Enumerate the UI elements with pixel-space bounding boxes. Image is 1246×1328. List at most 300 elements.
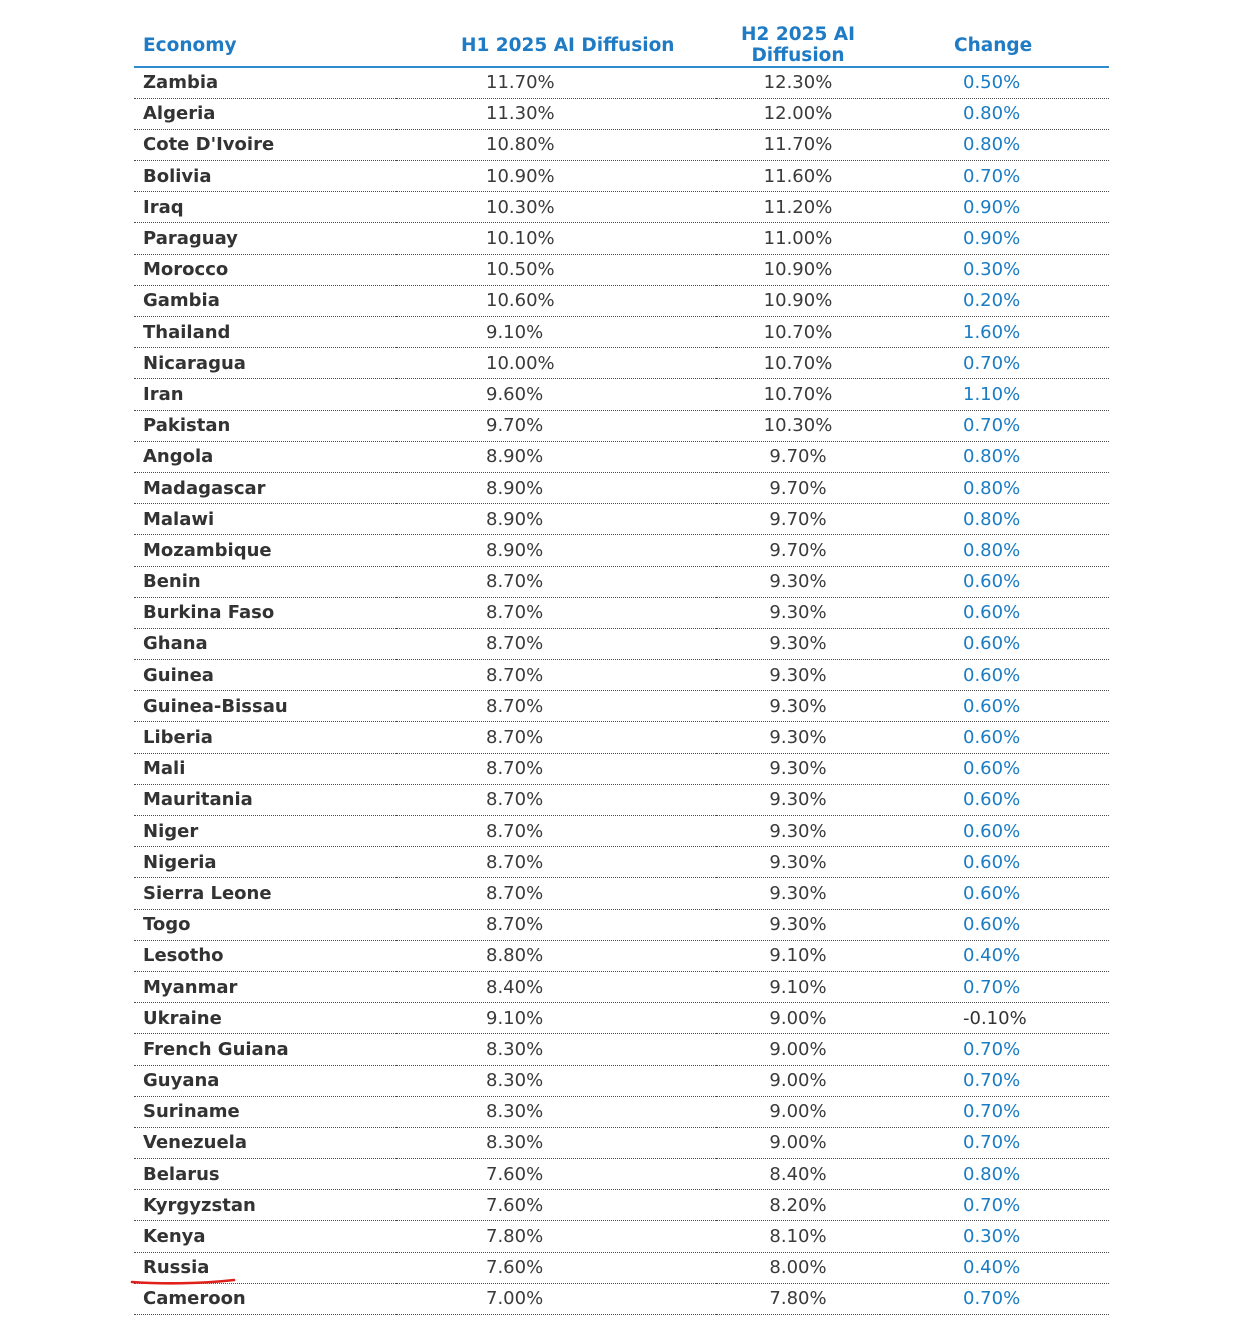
economy-cell bbox=[134, 628, 396, 659]
h1-value-cell bbox=[396, 1221, 716, 1252]
h1-value-cell bbox=[396, 317, 716, 348]
change-value-cell-text: 0.30% bbox=[963, 1226, 1021, 1248]
h1-value-cell bbox=[396, 1065, 716, 1096]
change-value-cell-text: 0.80% bbox=[963, 446, 1021, 468]
h1-value-cell bbox=[396, 847, 716, 878]
change-value-cell bbox=[880, 940, 1109, 971]
economy-cell-text: Guyana bbox=[143, 1070, 220, 1092]
change-value-cell bbox=[880, 348, 1109, 379]
change-value-cell bbox=[880, 504, 1109, 535]
economy-cell-text: Malawi bbox=[143, 508, 215, 530]
h1-value-cell bbox=[396, 223, 716, 254]
change-value-cell bbox=[880, 1221, 1109, 1252]
change-value-cell bbox=[880, 1003, 1109, 1034]
economy-cell-text: Venezuela bbox=[143, 1132, 247, 1154]
h2-value-cell-text: 8.20% bbox=[769, 1194, 827, 1216]
table-row bbox=[134, 878, 1109, 909]
h1-value-cell bbox=[396, 1096, 716, 1127]
h1-value-cell-text: 8.40% bbox=[486, 976, 544, 998]
h2-value-cell-text: 9.00% bbox=[769, 1038, 827, 1060]
change-value-cell-text: 0.70% bbox=[963, 976, 1021, 998]
economy-cell-text: French Guiana bbox=[143, 1038, 289, 1060]
change-value-cell bbox=[880, 722, 1109, 753]
economy-cell-text: Lesotho bbox=[143, 945, 224, 967]
h1-value-cell-text: 10.60% bbox=[486, 290, 555, 312]
h2-value-cell-text: 9.70% bbox=[769, 477, 827, 499]
h1-value-cell-text: 9.10% bbox=[486, 1007, 544, 1029]
table-row bbox=[134, 660, 1109, 691]
h2-value-cell bbox=[716, 971, 880, 1002]
economy-cell-text: Cameroon bbox=[143, 1288, 246, 1310]
h2-value-cell-text: 9.70% bbox=[769, 508, 827, 530]
change-value-cell bbox=[880, 379, 1109, 410]
h1-value-cell bbox=[396, 753, 716, 784]
table-row bbox=[134, 691, 1109, 722]
h2-value-cell-text: 12.30% bbox=[763, 72, 833, 94]
change-value-cell-text: 0.60% bbox=[963, 820, 1021, 842]
change-value-cell-text: 0.50% bbox=[963, 72, 1021, 94]
h2-value-cell-text: 8.10% bbox=[769, 1226, 827, 1248]
h2-value-cell bbox=[716, 566, 880, 597]
h1-value-cell-text: 8.90% bbox=[486, 446, 544, 468]
h1-value-cell-text: 8.70% bbox=[486, 882, 544, 904]
change-value-cell-text: 0.60% bbox=[963, 633, 1021, 655]
economy-cell-text: Angola bbox=[143, 446, 214, 468]
economy-cell bbox=[134, 98, 396, 129]
header-economy: Economy bbox=[134, 24, 396, 67]
h1-value-cell-text: 10.90% bbox=[486, 165, 555, 187]
economy-cell bbox=[134, 847, 396, 878]
h2-value-cell bbox=[716, 1252, 880, 1283]
change-value-cell bbox=[880, 535, 1109, 566]
change-value-cell-text: 0.70% bbox=[963, 1288, 1021, 1310]
h1-value-cell bbox=[396, 192, 716, 223]
h2-value-cell bbox=[716, 410, 880, 441]
h2-value-cell bbox=[716, 1065, 880, 1096]
h1-value-cell bbox=[396, 1159, 716, 1190]
economy-cell-text: Benin bbox=[143, 571, 201, 593]
h1-value-cell-text: 9.70% bbox=[486, 415, 544, 437]
h1-value-cell-text: 8.70% bbox=[486, 914, 544, 936]
h1-value-cell bbox=[396, 660, 716, 691]
change-value-cell-text: 1.10% bbox=[963, 383, 1021, 405]
change-value-cell bbox=[880, 878, 1109, 909]
table-row bbox=[134, 379, 1109, 410]
table-header-row bbox=[134, 24, 1109, 67]
h2-value-cell-text: 9.00% bbox=[769, 1070, 827, 1092]
h2-value-cell bbox=[716, 816, 880, 847]
h1-value-cell bbox=[396, 816, 716, 847]
table-row bbox=[134, 223, 1109, 254]
economy-cell-text: Morocco bbox=[143, 259, 229, 281]
economy-cell-text: Burkina Faso bbox=[143, 602, 275, 624]
h2-value-cell bbox=[716, 379, 880, 410]
h1-value-cell-text: 11.30% bbox=[486, 103, 555, 125]
change-value-cell bbox=[880, 909, 1109, 940]
change-value-cell bbox=[880, 67, 1109, 98]
h1-value-cell bbox=[396, 971, 716, 1002]
economy-cell bbox=[134, 129, 396, 160]
economy-cell bbox=[134, 348, 396, 379]
economy-cell bbox=[134, 784, 396, 815]
change-value-cell bbox=[880, 566, 1109, 597]
table-row bbox=[134, 285, 1109, 316]
economy-cell-text: Liberia bbox=[143, 727, 213, 749]
h1-value-cell-text: 7.00% bbox=[486, 1288, 544, 1310]
h1-value-cell bbox=[396, 1003, 716, 1034]
header-h1-2025: H1 2025 AI Diffusion bbox=[396, 24, 716, 67]
change-value-cell-text: 0.90% bbox=[963, 228, 1021, 250]
economy-cell bbox=[134, 161, 396, 192]
economy-cell bbox=[134, 379, 396, 410]
h1-value-cell-text: 8.70% bbox=[486, 758, 544, 780]
h2-value-cell-text: 12.00% bbox=[763, 103, 833, 125]
h2-value-cell-text: 9.70% bbox=[769, 446, 827, 468]
economy-cell bbox=[134, 317, 396, 348]
h2-value-cell bbox=[716, 722, 880, 753]
h1-value-cell-text: 7.60% bbox=[486, 1257, 544, 1279]
h2-value-cell-text: 9.30% bbox=[769, 820, 827, 842]
economy-cell bbox=[134, 254, 396, 285]
h1-value-cell-text: 8.70% bbox=[486, 571, 544, 593]
economy-cell-text: Iran bbox=[143, 383, 184, 405]
h1-value-cell bbox=[396, 722, 716, 753]
economy-cell bbox=[134, 535, 396, 566]
table-row bbox=[134, 410, 1109, 441]
economy-cell-text: Gambia bbox=[143, 290, 220, 312]
h1-value-cell-text: 11.70% bbox=[486, 72, 555, 94]
table-row bbox=[134, 628, 1109, 659]
economy-cell bbox=[134, 660, 396, 691]
h1-value-cell-text: 8.90% bbox=[486, 508, 544, 530]
h1-value-cell bbox=[396, 940, 716, 971]
change-value-cell-text: 0.80% bbox=[963, 539, 1021, 561]
economy-cell bbox=[134, 1283, 396, 1314]
economy-cell bbox=[134, 909, 396, 940]
change-value-cell-text: 0.40% bbox=[963, 945, 1021, 967]
h1-value-cell bbox=[396, 691, 716, 722]
h2-value-cell bbox=[716, 348, 880, 379]
economy-cell bbox=[134, 1034, 396, 1065]
h2-value-cell bbox=[716, 1190, 880, 1221]
h1-value-cell bbox=[396, 504, 716, 535]
economy-cell-text: Paraguay bbox=[143, 228, 238, 250]
economy-cell-text: Myanmar bbox=[143, 976, 238, 998]
economy-cell bbox=[134, 566, 396, 597]
economy-cell-text: Kyrgyzstan bbox=[143, 1194, 256, 1216]
h1-value-cell bbox=[396, 161, 716, 192]
table-row bbox=[134, 784, 1109, 815]
change-value-cell bbox=[880, 1252, 1109, 1283]
economy-cell bbox=[134, 441, 396, 472]
table-row bbox=[134, 1159, 1109, 1190]
h2-value-cell bbox=[716, 597, 880, 628]
h1-value-cell-text: 8.30% bbox=[486, 1132, 544, 1154]
economy-cell bbox=[134, 504, 396, 535]
h2-value-cell-text: 9.30% bbox=[769, 727, 827, 749]
h2-value-cell-text: 9.30% bbox=[769, 851, 827, 873]
economy-cell-text: Russia bbox=[143, 1257, 210, 1279]
h1-value-cell bbox=[396, 628, 716, 659]
change-value-cell-text: 0.70% bbox=[963, 352, 1021, 374]
change-value-cell bbox=[880, 1190, 1109, 1221]
header-change: Change bbox=[880, 24, 1109, 67]
table-row bbox=[134, 317, 1109, 348]
ai-diffusion-table bbox=[134, 24, 1109, 1315]
change-value-cell-text: 1.60% bbox=[963, 321, 1021, 343]
h2-value-cell-text: 9.30% bbox=[769, 633, 827, 655]
h2-value-cell-text: 11.60% bbox=[763, 165, 833, 187]
table-row bbox=[134, 98, 1109, 129]
h1-value-cell bbox=[396, 285, 716, 316]
h2-value-cell bbox=[716, 223, 880, 254]
h2-value-cell bbox=[716, 317, 880, 348]
h2-value-cell bbox=[716, 847, 880, 878]
economy-cell-text: Pakistan bbox=[143, 415, 231, 437]
h2-value-cell-text: 9.30% bbox=[769, 914, 827, 936]
h2-value-cell bbox=[716, 691, 880, 722]
table-row bbox=[134, 971, 1109, 1002]
economy-cell bbox=[134, 285, 396, 316]
header-h2-2025: H2 2025 AI Diffusion bbox=[716, 24, 880, 67]
h2-value-cell-text: 9.30% bbox=[769, 789, 827, 811]
h2-value-cell-text: 10.90% bbox=[763, 290, 833, 312]
change-value-cell bbox=[880, 971, 1109, 1002]
change-value-cell-text: 0.20% bbox=[963, 290, 1021, 312]
h1-value-cell-text: 10.30% bbox=[486, 196, 555, 218]
h2-value-cell-text: 9.00% bbox=[769, 1132, 827, 1154]
h1-value-cell-text: 8.70% bbox=[486, 727, 544, 749]
change-value-cell bbox=[880, 816, 1109, 847]
change-value-cell bbox=[880, 753, 1109, 784]
h1-value-cell bbox=[396, 254, 716, 285]
h2-value-cell-text: 10.90% bbox=[763, 259, 833, 281]
h2-value-cell-text: 10.70% bbox=[763, 321, 833, 343]
economy-cell-text: Sierra Leone bbox=[143, 882, 272, 904]
table-row bbox=[134, 129, 1109, 160]
economy-cell-text: Thailand bbox=[143, 321, 231, 343]
economy-cell bbox=[134, 1221, 396, 1252]
h2-value-cell-text: 10.70% bbox=[763, 383, 833, 405]
table-row bbox=[134, 67, 1109, 98]
economy-cell-text: Nigeria bbox=[143, 851, 217, 873]
economy-cell bbox=[134, 472, 396, 503]
h2-value-cell-text: 9.10% bbox=[769, 976, 827, 998]
economy-cell bbox=[134, 223, 396, 254]
economy-cell-text: Ukraine bbox=[143, 1007, 222, 1029]
economy-cell bbox=[134, 1190, 396, 1221]
h1-value-cell-text: 8.70% bbox=[486, 633, 544, 655]
h2-value-cell bbox=[716, 1003, 880, 1034]
h1-value-cell bbox=[396, 472, 716, 503]
economy-cell bbox=[134, 816, 396, 847]
change-value-cell bbox=[880, 1065, 1109, 1096]
table-row bbox=[134, 535, 1109, 566]
change-value-cell bbox=[880, 192, 1109, 223]
economy-cell bbox=[134, 722, 396, 753]
change-value-cell bbox=[880, 691, 1109, 722]
change-value-cell bbox=[880, 161, 1109, 192]
economy-cell bbox=[134, 940, 396, 971]
economy-cell-text: Mali bbox=[143, 758, 186, 780]
h1-value-cell bbox=[396, 1127, 716, 1158]
h2-value-cell-text: 9.30% bbox=[769, 571, 827, 593]
h2-value-cell-text: 8.00% bbox=[769, 1257, 827, 1279]
h2-value-cell bbox=[716, 909, 880, 940]
economy-cell-text: Niger bbox=[143, 820, 199, 842]
h1-value-cell-text: 9.10% bbox=[486, 321, 544, 343]
table-row bbox=[134, 1096, 1109, 1127]
change-value-cell bbox=[880, 441, 1109, 472]
change-value-cell-text: 0.70% bbox=[963, 1194, 1021, 1216]
h2-value-cell bbox=[716, 192, 880, 223]
change-value-cell-text: 0.60% bbox=[963, 758, 1021, 780]
change-value-cell bbox=[880, 1096, 1109, 1127]
h1-value-cell-text: 7.60% bbox=[486, 1163, 544, 1185]
economy-cell bbox=[134, 691, 396, 722]
table-row bbox=[134, 940, 1109, 971]
h1-value-cell-text: 7.80% bbox=[486, 1226, 544, 1248]
h1-value-cell-text: 8.70% bbox=[486, 851, 544, 873]
h2-value-cell bbox=[716, 628, 880, 659]
change-value-cell bbox=[880, 597, 1109, 628]
h2-value-cell bbox=[716, 67, 880, 98]
h1-value-cell-text: 10.00% bbox=[486, 352, 555, 374]
economy-cell-text: Nicaragua bbox=[143, 352, 246, 374]
change-value-cell bbox=[880, 1034, 1109, 1065]
change-value-cell bbox=[880, 254, 1109, 285]
table-row bbox=[134, 1034, 1109, 1065]
change-value-cell-text: 0.60% bbox=[963, 914, 1021, 936]
h2-value-cell-text: 9.30% bbox=[769, 664, 827, 686]
economy-cell bbox=[134, 1096, 396, 1127]
change-value-cell-text: 0.60% bbox=[963, 882, 1021, 904]
change-value-cell bbox=[880, 223, 1109, 254]
h1-value-cell bbox=[396, 348, 716, 379]
economy-cell bbox=[134, 597, 396, 628]
change-value-cell bbox=[880, 410, 1109, 441]
h2-value-cell bbox=[716, 535, 880, 566]
table-row bbox=[134, 722, 1109, 753]
h1-value-cell bbox=[396, 441, 716, 472]
change-value-cell-text: 0.60% bbox=[963, 602, 1021, 624]
h2-value-cell-text: 9.30% bbox=[769, 695, 827, 717]
h1-value-cell-text: 10.80% bbox=[486, 134, 555, 156]
table-row bbox=[134, 254, 1109, 285]
h1-value-cell bbox=[396, 535, 716, 566]
economy-cell bbox=[134, 971, 396, 1002]
h2-value-cell-text: 11.20% bbox=[763, 196, 833, 218]
economy-cell-text: Togo bbox=[143, 914, 191, 936]
h1-value-cell-text: 8.90% bbox=[486, 477, 544, 499]
h1-value-cell bbox=[396, 1034, 716, 1065]
change-value-cell-text: 0.80% bbox=[963, 477, 1021, 499]
economy-cell bbox=[134, 1003, 396, 1034]
h1-value-cell bbox=[396, 98, 716, 129]
change-value-cell-text: 0.80% bbox=[963, 134, 1021, 156]
h2-value-cell-text: 9.30% bbox=[769, 882, 827, 904]
h1-value-cell-text: 8.80% bbox=[486, 945, 544, 967]
h2-value-cell bbox=[716, 878, 880, 909]
economy-cell bbox=[134, 1127, 396, 1158]
h1-value-cell bbox=[396, 1283, 716, 1314]
change-value-cell-text: 0.80% bbox=[963, 1163, 1021, 1185]
h2-value-cell bbox=[716, 1221, 880, 1252]
economy-cell bbox=[134, 1252, 396, 1283]
table-row bbox=[134, 1221, 1109, 1252]
h1-value-cell-text: 10.10% bbox=[486, 228, 555, 250]
h1-value-cell-text: 8.70% bbox=[486, 695, 544, 717]
economy-cell-text: Algeria bbox=[143, 103, 216, 125]
h2-value-cell-text: 10.30% bbox=[763, 415, 833, 437]
h1-value-cell bbox=[396, 410, 716, 441]
economy-cell-text: Mauritania bbox=[143, 789, 253, 811]
h1-value-cell bbox=[396, 597, 716, 628]
change-value-cell bbox=[880, 1159, 1109, 1190]
h1-value-cell-text: 10.50% bbox=[486, 259, 555, 281]
table-row bbox=[134, 348, 1109, 379]
economy-cell bbox=[134, 67, 396, 98]
change-value-cell-text: 0.40% bbox=[963, 1257, 1021, 1279]
change-value-cell-text: 0.60% bbox=[963, 571, 1021, 593]
h2-value-cell-text: 9.30% bbox=[769, 758, 827, 780]
h2-value-cell bbox=[716, 254, 880, 285]
change-value-cell-text: 0.70% bbox=[963, 1132, 1021, 1154]
h2-value-cell bbox=[716, 784, 880, 815]
h2-value-cell bbox=[716, 1283, 880, 1314]
table-row bbox=[134, 472, 1109, 503]
change-value-cell-text: -0.10% bbox=[963, 1007, 1027, 1029]
h1-value-cell-text: 8.70% bbox=[486, 664, 544, 686]
h2-value-cell-text: 9.30% bbox=[769, 602, 827, 624]
h2-value-cell-text: 11.00% bbox=[763, 228, 833, 250]
economy-cell bbox=[134, 1065, 396, 1096]
h2-value-cell bbox=[716, 441, 880, 472]
economy-cell bbox=[134, 410, 396, 441]
table-row bbox=[134, 909, 1109, 940]
h1-value-cell-text: 7.60% bbox=[486, 1194, 544, 1216]
economy-cell bbox=[134, 1159, 396, 1190]
h2-value-cell-text: 9.70% bbox=[769, 539, 827, 561]
h1-value-cell-text: 8.70% bbox=[486, 789, 544, 811]
table-row bbox=[134, 597, 1109, 628]
h1-value-cell bbox=[396, 566, 716, 597]
economy-cell-text: Ghana bbox=[143, 633, 208, 655]
h1-value-cell-text: 8.90% bbox=[486, 539, 544, 561]
h1-value-cell-text: 9.60% bbox=[486, 383, 544, 405]
change-value-cell-text: 0.60% bbox=[963, 727, 1021, 749]
h2-value-cell-text: 11.70% bbox=[763, 134, 833, 156]
change-value-cell bbox=[880, 784, 1109, 815]
h2-value-cell bbox=[716, 940, 880, 971]
change-value-cell-text: 0.60% bbox=[963, 789, 1021, 811]
change-value-cell-text: 0.80% bbox=[963, 103, 1021, 125]
change-value-cell bbox=[880, 628, 1109, 659]
h1-value-cell-text: 8.30% bbox=[486, 1101, 544, 1123]
h1-value-cell bbox=[396, 129, 716, 160]
change-value-cell-text: 0.70% bbox=[963, 1101, 1021, 1123]
economy-cell-text: Mozambique bbox=[143, 539, 272, 561]
economy-cell bbox=[134, 753, 396, 784]
economy-cell-text: Cote D'Ivoire bbox=[143, 134, 275, 156]
h2-value-cell-text: 8.40% bbox=[769, 1163, 827, 1185]
diffusion-table-container bbox=[134, 24, 1109, 1315]
h1-value-cell-text: 8.70% bbox=[486, 602, 544, 624]
table-row bbox=[134, 1252, 1109, 1283]
h2-value-cell bbox=[716, 129, 880, 160]
economy-cell-text: Guinea-Bissau bbox=[143, 695, 288, 717]
h2-value-cell bbox=[716, 1127, 880, 1158]
